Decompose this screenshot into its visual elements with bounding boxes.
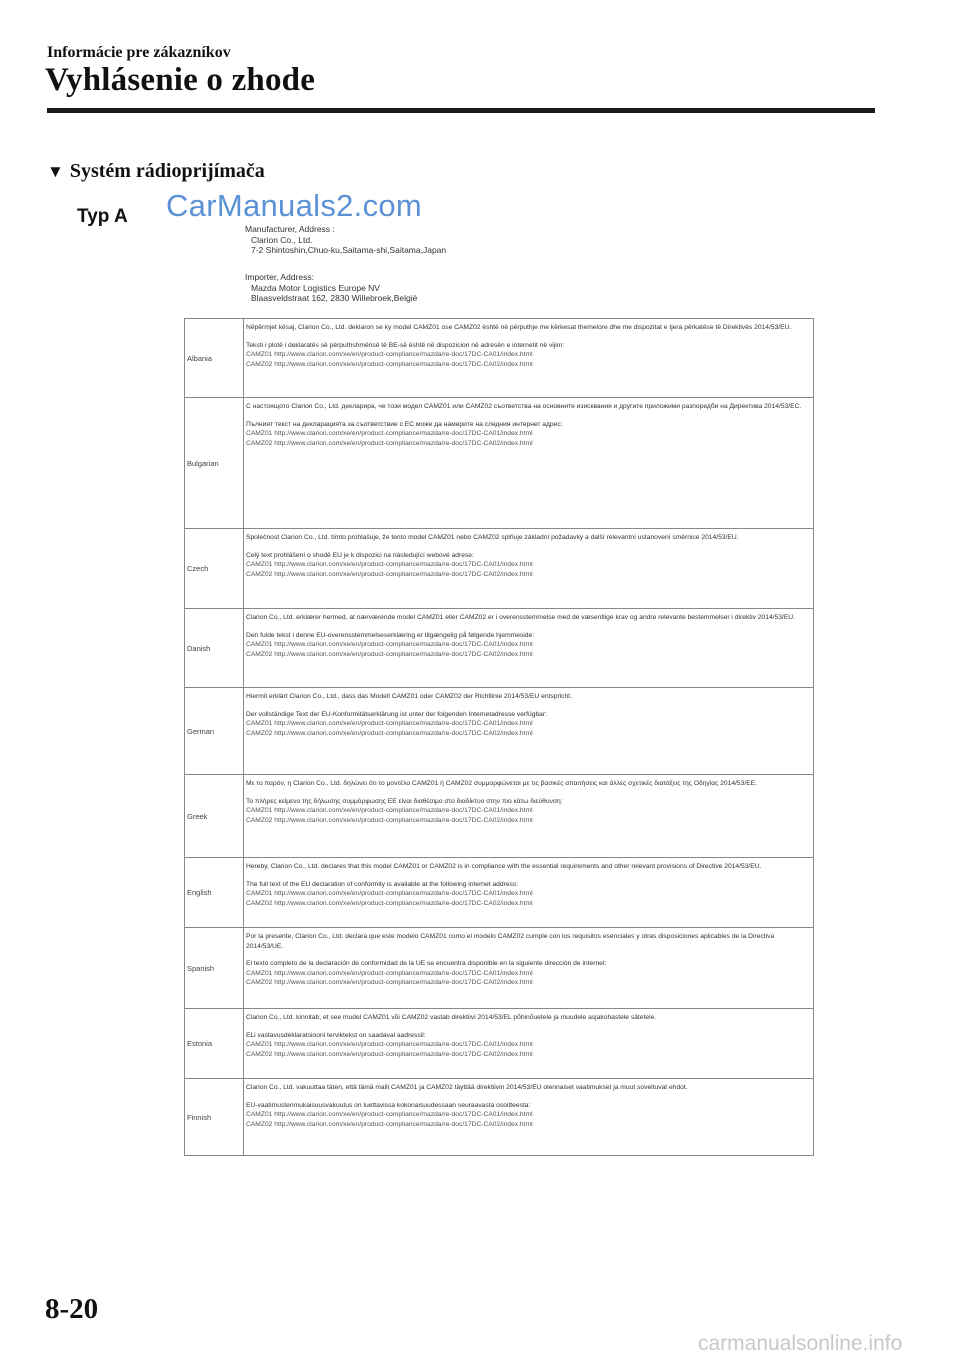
table-row <box>185 1009 814 1079</box>
section-heading <box>47 160 265 183</box>
declaration-intro: EU-vaatimustenmukaisuusvakuutus on luettavissa kokonaisuudessaan seuraavasta osoitteesta: <box>246 1101 531 1109</box>
declaration-intro: El texto completo de la declaración de conformidad de la UE se encuentra disponible en la siguiente dirección de internet: <box>246 960 607 968</box>
importer-heading: Importer, Address: <box>245 272 314 282</box>
manufacturer-heading: Manufacturer, Address : <box>245 224 335 234</box>
declaration-text <box>244 609 814 688</box>
declaration-intro: Το πλήρες κείμενο της δήλωσης συμμόρφωσης ΕΕ είναι διαθέσιμο στο διαδίκτυο στην πιο κάτω διεύθυνση: <box>246 797 563 805</box>
watermark: CarManuals2.com <box>166 188 423 223</box>
declaration-text <box>244 398 814 529</box>
manufacturer-name: Clarion Co., Ltd. <box>251 234 313 245</box>
spacer <box>246 333 811 341</box>
declaration-statement: Clarion Co., Ltd. vakuuttaa täten, että tämä malli CAMZ01 ja CAMZ02 täyttää direktiivin 2014/53/EU olennaiset vaatimukset ja muut soveltuvat ehdot. <box>246 1084 688 1091</box>
declaration-url-camz02: CAMZ02 http://www.clarion.com/xe/en/product-compliance/mazda/re-doc/17DC-CA02/index.html <box>246 360 533 368</box>
manufacturer-address: 7-2 Shintoshin,Chuo-ku,Saitama-shi,Saitama,Japan <box>251 245 447 255</box>
declaration-statement: Clarion Co., Ltd. kinnitab, et see mudel CAMZ01 või CAMZ02 vastab direktiivi 2014/53/EL põhinõuetele ja muudele asjakohastele sätetele. <box>246 1014 657 1021</box>
declaration-url-camz01: CAMZ01 http://www.clarion.com/xe/en/product-compliance/mazda/re-doc/17DC-CA01/index.html <box>246 890 533 898</box>
type-label: Typ A <box>77 206 128 227</box>
table-row <box>185 858 814 928</box>
declaration-url-camz01: CAMZ01 http://www.clarion.com/xe/en/product-compliance/mazda/re-doc/17DC-CA01/index.html <box>246 561 533 569</box>
section-title: Systém rádioprijímača <box>69 160 265 182</box>
table-row <box>185 928 814 1009</box>
triangle-down-icon: ▼ <box>47 161 64 181</box>
language-name: Estonia <box>185 1009 244 1079</box>
declaration-statement: Hiermit erklärt Clarion Co., Ltd., dass das Modell CAMZ01 oder CAMZ02 der Richtlinie 2014/53/EU entspricht. <box>246 693 572 700</box>
declaration-text <box>244 688 814 775</box>
spacer <box>246 951 811 959</box>
declaration-text <box>244 858 814 928</box>
declaration-url-camz01: CAMZ01 http://www.clarion.com/xe/en/product-compliance/mazda/re-doc/17DC-CA01/index.html <box>246 1041 533 1049</box>
declaration-url-camz02: CAMZ02 http://www.clarion.com/xe/en/product-compliance/mazda/re-doc/17DC-CA02/index.html <box>246 650 533 658</box>
declaration-text <box>244 1079 814 1156</box>
declaration-text <box>244 928 814 1009</box>
declaration-url-camz01: CAMZ01 http://www.clarion.com/xe/en/product-compliance/mazda/re-doc/17DC-CA01/index.html <box>246 351 533 359</box>
declaration-text <box>244 775 814 858</box>
language-name: German <box>185 688 244 775</box>
declaration-intro: Celý text prohlášení o shodě EU je k dispozici na následující webové adrese: <box>246 551 474 559</box>
declaration-text <box>244 1009 814 1079</box>
chapter-label: Informácie pre zákazníkov <box>47 44 231 61</box>
language-name: Greek <box>185 775 244 858</box>
importer-block <box>245 272 417 304</box>
table-row <box>185 775 814 858</box>
declaration-statement: Nëpërmjet kësaj, Clarion Co., Ltd. deklaron se ky model CAMZ01 ose CAMZ02 është në përputhje me kërkesat themelore dhe me dispozitat e tjera përkatëse të Direktivës 2014/53/EU. <box>246 324 792 331</box>
declaration-url-camz01: CAMZ01 http://www.clarion.com/xe/en/product-compliance/mazda/re-doc/17DC-CA01/index.html <box>246 969 533 977</box>
declaration-intro: Der vollständige Text der EU-Konformitätserklärung ist unter der folgenden Internetadresse verfügbar: <box>246 710 547 718</box>
site-watermark: carmanualsonline.info <box>698 1332 903 1355</box>
declarations-table-body <box>185 319 814 1156</box>
declaration-url-camz02: CAMZ02 http://www.clarion.com/xe/en/product-compliance/mazda/re-doc/17DC-CA02/index.html <box>246 979 533 987</box>
table-row <box>185 1079 814 1156</box>
declaration-url-camz01: CAMZ01 http://www.clarion.com/xe/en/product-compliance/mazda/re-doc/17DC-CA01/index.html <box>246 720 533 728</box>
manufacturer-block <box>245 224 446 256</box>
declaration-url-camz02: CAMZ02 http://www.clarion.com/xe/en/product-compliance/mazda/re-doc/17DC-CA02/index.html <box>246 899 533 907</box>
declaration-url-camz02: CAMZ02 http://www.clarion.com/xe/en/product-compliance/mazda/re-doc/17DC-CA02/index.html <box>246 729 533 737</box>
declaration-text <box>244 529 814 609</box>
language-name: Albania <box>185 319 244 398</box>
table-row <box>185 398 814 529</box>
declaration-intro: Пълният текст на декларацията за съответствие с ЕС може да намерите на следния интернет адрес: <box>246 420 563 428</box>
declaration-intro: Teksti i plotë i deklaratës së përputhshmërisë të BE-së është në dispozicion në adresën e internetit në vijim: <box>246 341 565 349</box>
declaration-statement: Společnost Clarion Co., Ltd. tímto prohlašuje, že tento model CAMZ01 nebo CAMZ02 splňuje základní požadavky a další relevantní ustanovení směrnice 2014/53/EU. <box>246 534 739 541</box>
declaration-statement: С настоящото Clarion Co., Ltd. декларира, че този модел CAMZ01 или CAMZ02 съответства на основните изисквания и другите приложими разпоредби на Директива 2014/53/ЕС. <box>246 403 802 410</box>
declaration-intro: The full text of the EU declaration of conformity is available at the following internet address: <box>246 880 519 888</box>
spacer <box>246 872 811 880</box>
importer-name: Mazda Motor Logistics Europe NV <box>251 282 380 293</box>
declaration-intro: Den fulde tekst i denne EU-overensstemmelseserklæring er tilgængelig på følgende hjemmeside: <box>246 631 535 639</box>
importer-address: Blaasveldstraat 162, 2830 Willebroek,België <box>251 293 418 303</box>
declaration-url-camz01: CAMZ01 http://www.clarion.com/xe/en/product-compliance/mazda/re-doc/17DC-CA01/index.html <box>246 641 533 649</box>
declarations-table <box>184 318 814 1156</box>
spacer <box>246 412 811 420</box>
declaration-url-camz02: CAMZ02 http://www.clarion.com/xe/en/product-compliance/mazda/re-doc/17DC-CA02/index.html <box>246 570 533 578</box>
title-divider <box>47 108 875 113</box>
spacer <box>246 623 811 631</box>
language-name: Bulgarian <box>185 398 244 529</box>
table-row <box>185 529 814 609</box>
language-name: Finnish <box>185 1079 244 1156</box>
declaration-url-camz02: CAMZ02 http://www.clarion.com/xe/en/product-compliance/mazda/re-doc/17DC-CA02/index.html <box>246 816 533 824</box>
language-name: Czech <box>185 529 244 609</box>
declaration-url-camz01: CAMZ01 http://www.clarion.com/xe/en/product-compliance/mazda/re-doc/17DC-CA01/index.html <box>246 1111 533 1119</box>
language-name: English <box>185 858 244 928</box>
spacer <box>246 1023 811 1031</box>
declaration-text <box>244 319 814 398</box>
table-row <box>185 688 814 775</box>
declaration-url-camz01: CAMZ01 http://www.clarion.com/xe/en/product-compliance/mazda/re-doc/17DC-CA01/index.html <box>246 807 533 815</box>
page-title: Vyhlásenie o zhode <box>45 62 316 98</box>
table-row <box>185 609 814 688</box>
language-name: Danish <box>185 609 244 688</box>
spacer <box>246 702 811 710</box>
spacer <box>246 789 811 797</box>
declaration-statement: Με το παρόν, η Clarion Co., Ltd. δηλώνει ότι το μοντέλο CAMZ01 ή CAMZ02 συμμορφώνεται με τις βασικές απαιτήσεις και άλλες σχετικές διατάξεις της Οδηγίας 2014/53/ΕΕ. <box>246 780 757 787</box>
declaration-statement: Hereby, Clarion Co., Ltd. declares that this model CAMZ01 or CAMZ02 is in compliance with the essential requirements and other relevant provisions of Directive 2014/53/EU. <box>246 863 762 870</box>
spacer <box>246 1093 811 1101</box>
table-row <box>185 319 814 398</box>
declaration-url-camz02: CAMZ02 http://www.clarion.com/xe/en/product-compliance/mazda/re-doc/17DC-CA02/index.html <box>246 1050 533 1058</box>
declaration-url-camz02: CAMZ02 http://www.clarion.com/xe/en/product-compliance/mazda/re-doc/17DC-CA02/index.html <box>246 1120 533 1128</box>
declaration-url-camz01: CAMZ01 http://www.clarion.com/xe/en/product-compliance/mazda/re-doc/17DC-CA01/index.html <box>246 430 533 438</box>
page-number: 8-20 <box>45 1293 99 1325</box>
spacer <box>246 543 811 551</box>
declaration-intro: ELi vastavusdeklaratsiooni terviktekst on saadaval aadressil: <box>246 1031 426 1039</box>
declaration-statement: Por la presente, Clarion Co., Ltd. declara que este modelo CAMZ01 como el modelo CAMZ02 cumple con los requisitos esenciales y otras disposiciones aplicables de la Directiva 2014/53/UE. <box>246 933 775 950</box>
language-name: Spanish <box>185 928 244 1009</box>
declaration-statement: Clarion Co., Ltd. erklærer hermed, at nærværende model CAMZ01 eller CAMZ02 er i overensstemmelse med de væsentlige krav og andre relevante bestemmelser i direktiv 2014/53/EU. <box>246 614 795 621</box>
declaration-url-camz02: CAMZ02 http://www.clarion.com/xe/en/product-compliance/mazda/re-doc/17DC-CA02/index.html <box>246 439 533 447</box>
